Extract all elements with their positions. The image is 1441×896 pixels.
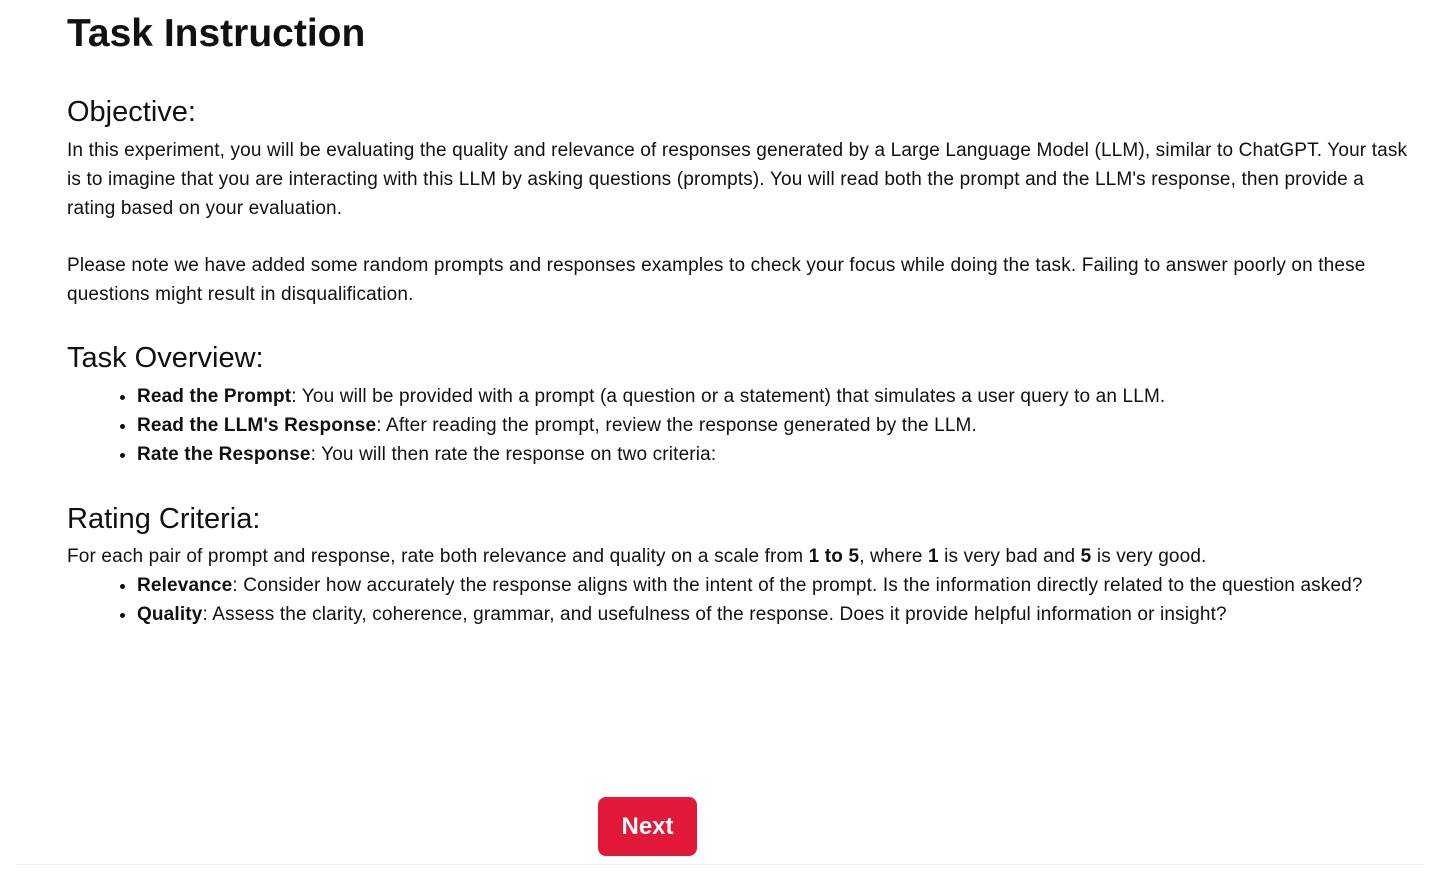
list-item xyxy=(137,600,1412,629)
intro-bold: 1 xyxy=(927,546,939,567)
criteria-heading: Rating Criteria: xyxy=(67,503,261,535)
list-item xyxy=(137,382,1412,411)
overview-list xyxy=(67,382,1412,469)
intro-bold: 5 xyxy=(1080,546,1092,567)
intro-text: is very good. xyxy=(1091,546,1207,567)
list-item xyxy=(137,571,1412,600)
page-title: Task Instruction xyxy=(67,12,366,55)
list-item xyxy=(137,411,1412,440)
objective-heading: Objective: xyxy=(67,96,196,128)
overview-heading: Task Overview: xyxy=(67,342,264,374)
next-button[interactable]: Next xyxy=(598,797,697,856)
objective-paragraph-2: Please note we have added some random prompts and responses examples to check your focus while doing the task. Failing to answer poorly on these questions might result in disqualification. xyxy=(67,255,1366,305)
criteria-intro xyxy=(67,542,1412,571)
item-text: : Assess the clarity, coherence, grammar, and usefulness of the response. Does it provide helpful information or insight? xyxy=(202,604,1227,625)
item-text: : You will then rate the response on two criteria: xyxy=(310,444,717,465)
item-label: Read the LLM's Response xyxy=(137,415,377,436)
item-text: : You will be provided with a prompt (a question or a statement) that simulates a user query to an LLM. xyxy=(291,386,1166,407)
divider xyxy=(16,864,1425,865)
item-text: : After reading the prompt, review the response generated by the LLM. xyxy=(376,415,977,436)
objective-paragraph-1: In this experiment, you will be evaluating the quality and relevance of responses generated by a Large Language Model (LLM), similar to ChatGPT. Your task is to imagine that you are interacting with this LLM by asking questions (prompts). You will read both the prompt and the LLM's response, then provide a rating based on your evaluation. xyxy=(67,140,1408,219)
item-text: : Consider how accurately the response aligns with the intent of the prompt. Is the information directly related to the question asked? xyxy=(232,575,1363,596)
item-label: Relevance xyxy=(137,575,233,596)
intro-text: is very bad and xyxy=(938,546,1081,567)
intro-bold: 1 to 5 xyxy=(808,546,860,567)
list-item xyxy=(137,440,1412,469)
intro-text: For each pair of prompt and response, rate both relevance and quality on a scale from xyxy=(67,546,809,567)
item-label: Read the Prompt xyxy=(137,386,292,407)
item-label: Quality xyxy=(137,604,203,625)
item-label: Rate the Response xyxy=(137,444,311,465)
intro-text: , where xyxy=(859,546,928,567)
criteria-list xyxy=(67,571,1412,629)
